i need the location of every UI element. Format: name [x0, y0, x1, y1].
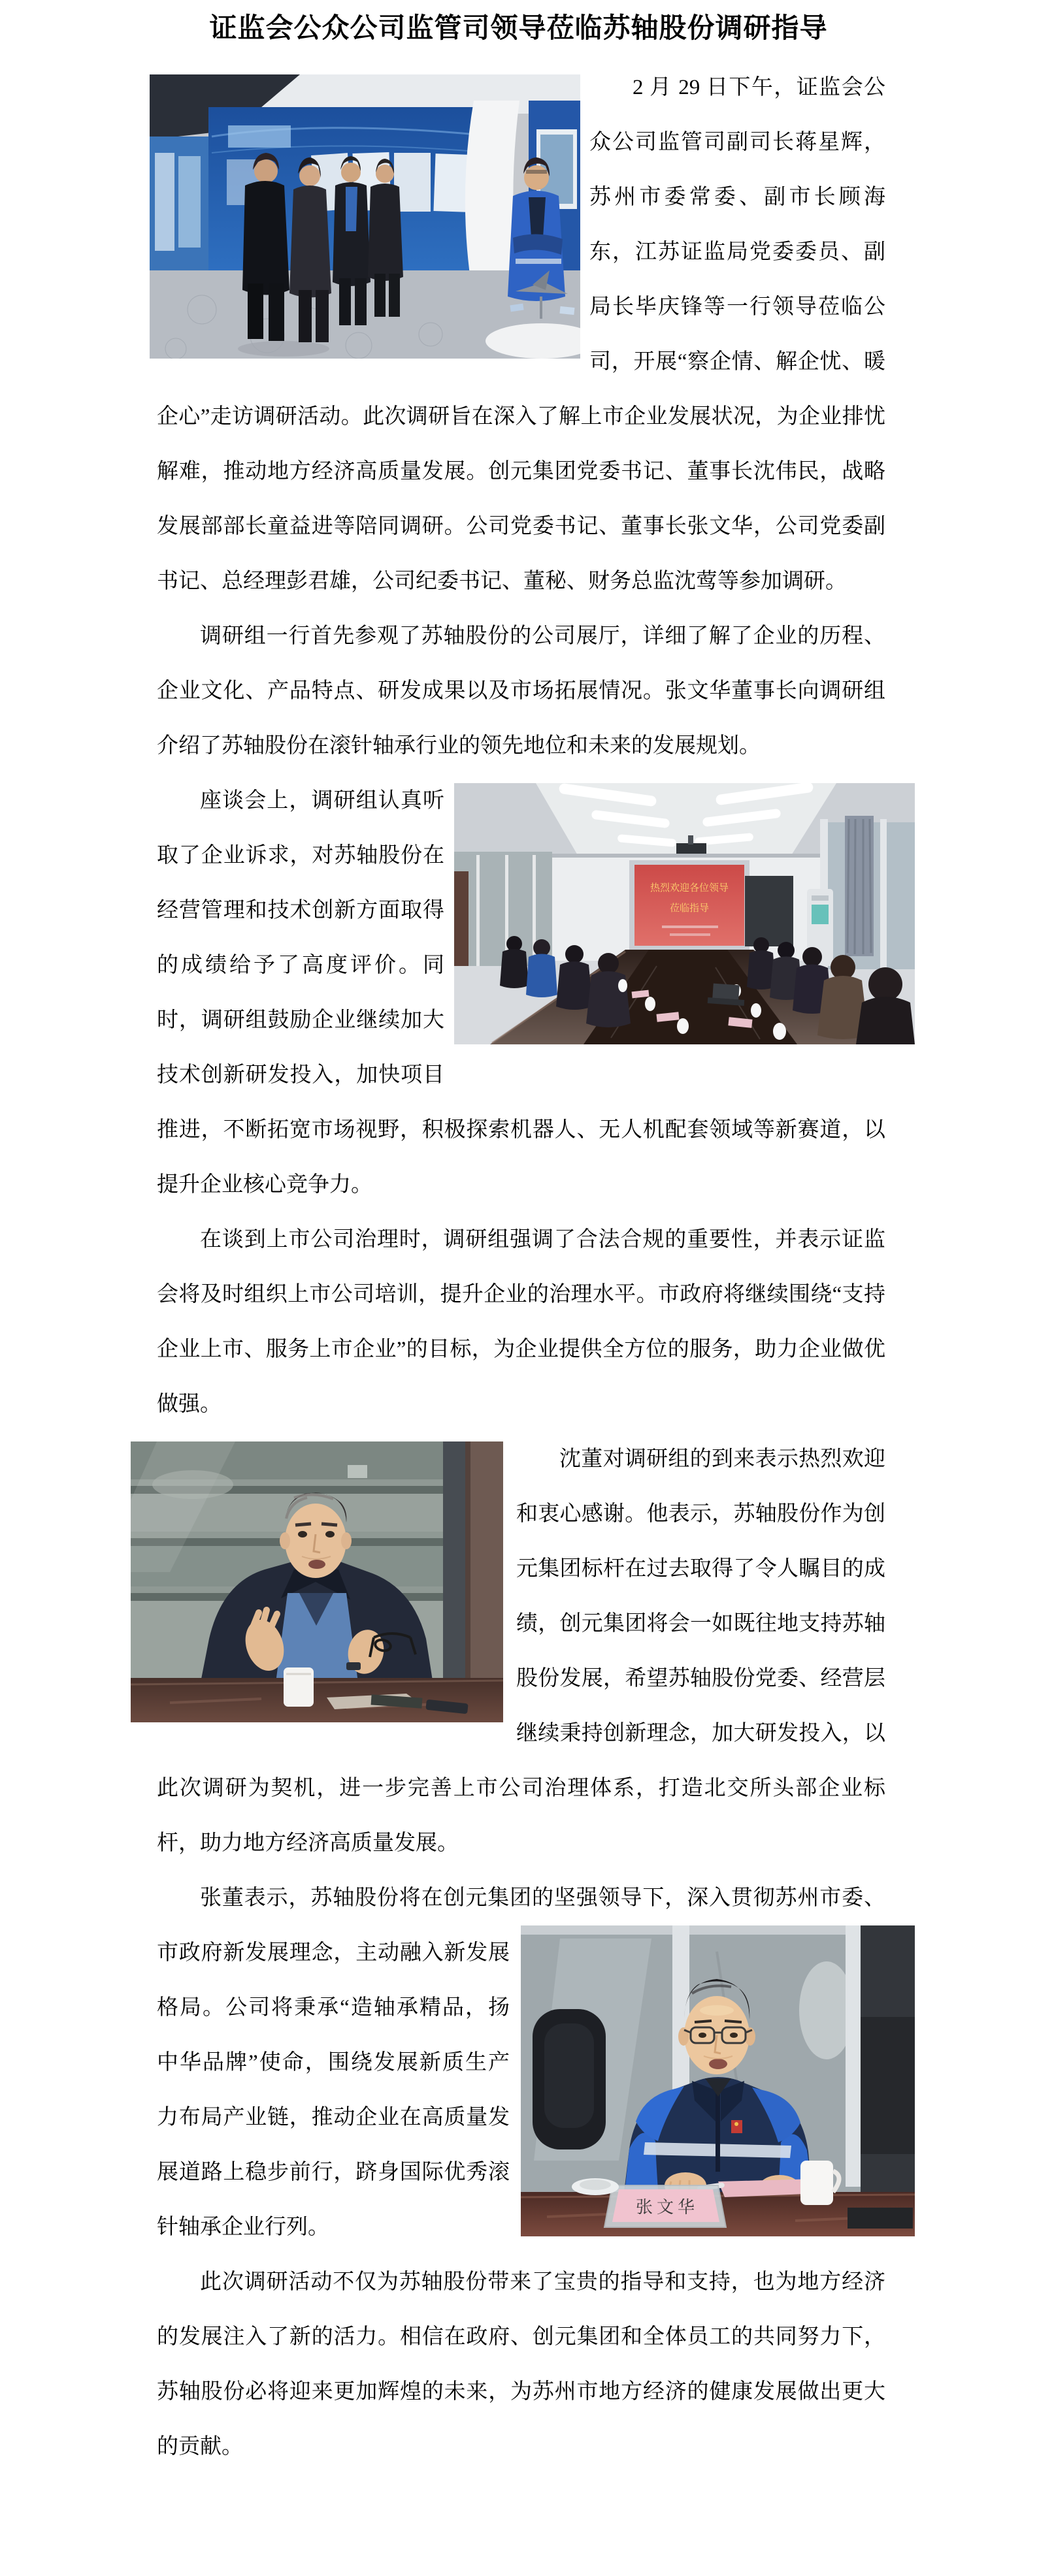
paragraph-6-text-a: 张董表示，苏轴股份将在创元集团的坚强领导下，深入贯彻苏州 [200, 1886, 820, 1910]
paragraph-5 [157, 1432, 885, 1871]
paragraph-5-text: 沈董对调研组的到来表示热烈欢迎和衷心感谢。他表示，苏轴股份作为创元集团标杆在过去取得了令人瞩目的成绩，创元集团将会一如既往地支持苏轴股份发展，希望苏轴股份党委、经营层继续秉持创新理念，加大研发投入，以此次调研为契机，进一步完善上市公司治理体系，打造北交所头部企业标杆，助力地方经济高质量发展。 [157, 1447, 885, 1855]
paragraph-6 [157, 1871, 885, 2255]
nameplate-text: 张文华 [635, 2198, 699, 2217]
paragraph-4-text: 在谈到上市公司治理时，调研组强调了合法合规的重要性，并表示证监会将及时组织上市公司培训，提升企业的治理水平。市政府将继续围绕“支持企业上市、服务上市企业”的目标，为企业提供全方位的服务，助力企业做优做强。 [157, 1228, 885, 1416]
photo-meeting-room [454, 783, 915, 1044]
paragraph-2-text: 调研组一行首先参观了苏轴股份的公司展厅，详细了解了企业的历程、企业文化、产品特点、研发成果以及市场拓展情况。张文华董事长向调研组介绍了苏轴股份在滚针轴承行业的领先地位和未来的发展规划。 [157, 624, 885, 758]
paragraph-2 [157, 609, 885, 773]
paragraph-1-text: 2 月 29 日下午，证监会公众公司监管司副司长蒋星辉，苏州市委常委、副市长顾海东，江苏证监局党委委员、副局长毕庆锋等一行领导莅临公司，开展“察企情、解企忧、暖企心”走访调研活动。此次调研旨在深入了解上市企业发展状况，为企业排忧解难，推动地方经济高质量发展。创元集团党委书记、董事长沈伟民，战略发展部部长童益进等陪同调研。公司党委书记、董事长张文华，公司党委副书记、总经理彭君雄，公司纪委书记、董秘、财务总监沈莺等参加调研。 [157, 76, 885, 593]
paragraph-7 [157, 2255, 885, 2474]
slide-text-line-2: 莅临指导 [669, 903, 710, 914]
paragraph-3 [157, 773, 885, 1212]
paragraph-4 [157, 1212, 885, 1432]
photo-exhibition-hall [150, 74, 580, 359]
paragraph-3-text: 座谈会上，调研组认真听取了企业诉求，对苏轴股份在经营管理和技术创新方面取得的成绩给予了高度评价。同时，调研组鼓励企业继续加大技术创新研发投入，加快项目推进，不断拓宽市场视野，积极探索机器人、无人机配套领域等新赛道，以提升企业核心竞争力。 [157, 789, 885, 1197]
photo-shen-speaking [131, 1441, 503, 1722]
slide-text-line-1: 热烈欢迎各位领导 [650, 883, 729, 894]
article-body [157, 60, 885, 2474]
page-title: 证监会公众公司监管司领导莅临苏轴股份调研指导 [209, 14, 828, 44]
paragraph-1 [157, 60, 885, 609]
paragraph-6-text-b: 市委、市政府新发展理念，主动融入新发展格局。公司将秉承“造轴承精品，扬中华品牌”使命，围绕发展新质生产力布局产业链，推动企业在高质量发展道路上稳步前行，跻身国际优秀滚针轴承企业行列。 [157, 1886, 886, 2239]
photo-zhang-speaking [521, 1925, 915, 2236]
paragraph-7-text: 此次调研活动不仅为苏轴股份带来了宝贵的指导和支持，也为地方经济的发展注入了新的活力。相信在政府、创元集团和全体员工的共同努力下，苏轴股份必将迎来更加辉煌的未来，为苏州市地方经济的健康发展做出更大的贡献。 [157, 2270, 885, 2458]
